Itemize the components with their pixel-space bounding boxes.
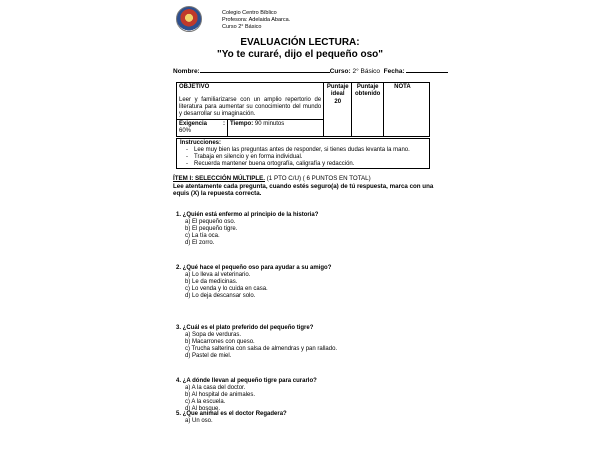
- school-header: [222, 10, 290, 31]
- question-3: [176, 325, 337, 360]
- answer-option[interactable]: a) Lo lleva al veterinario.: [185, 271, 251, 278]
- answer-option[interactable]: c) Lo venda y lo cuida en casa.: [185, 285, 268, 292]
- question-text: 1. ¿Quién está enfermo al principio de la historia?: [176, 212, 319, 218]
- course-label: Curso:: [329, 68, 351, 75]
- requirement-value: 60%: [179, 128, 192, 134]
- answer-option[interactable]: d) Lo deja descansar solo.: [185, 292, 256, 299]
- answer-option[interactable]: d) Al bosque.: [185, 405, 221, 412]
- section-points: (1 PTO C/U) ( 6 PUNTOS EN TOTAL): [265, 175, 371, 182]
- requirement-colon: :: [223, 121, 225, 127]
- instructions-label: Instrucciones:: [180, 140, 222, 146]
- answer-option[interactable]: c) La tía oca.: [185, 232, 220, 239]
- date-line[interactable]: [406, 66, 448, 73]
- time-cell: [228, 120, 286, 136]
- requirement-cell: [177, 120, 228, 136]
- instruction-item: - Trabaja en silencio y en forma individual.: [194, 154, 426, 161]
- teacher-name: Profesora: Adelaida Abarca.: [222, 17, 291, 23]
- name-label: Nombre:: [173, 68, 200, 75]
- student-fields: [173, 66, 448, 75]
- question-text: 3. ¿Cuál es el plato preferido del pequeño tigre?: [176, 325, 314, 331]
- section-item-1: [173, 175, 438, 198]
- answer-option[interactable]: c) Trucha salterina con salsa de almendras y pan rallado.: [185, 345, 338, 352]
- answer-option[interactable]: d) El zorro.: [185, 239, 215, 246]
- answer-option[interactable]: a) A la casa del doctor.: [185, 384, 246, 391]
- school-logo: [176, 6, 202, 32]
- answer-option[interactable]: c) A la escuela.: [185, 398, 226, 405]
- question-1: [176, 212, 318, 247]
- date-label: Fecha:: [383, 68, 405, 75]
- grade-label: NOTA: [394, 84, 411, 90]
- question-text: 4. ¿A dónde llevan al pequeño tigre para curarlo?: [176, 378, 317, 384]
- question-4: [176, 378, 317, 413]
- instruction-item: - Lee muy bien las preguntas antes de responder, si tienes dudas levanta la mano.: [194, 147, 426, 154]
- answer-option[interactable]: b) El pequeño tigre.: [185, 225, 238, 232]
- time-value: 90 minutos: [253, 121, 285, 127]
- question-5: [176, 411, 287, 425]
- answer-option[interactable]: a) El pequeño oso.: [185, 218, 236, 225]
- question-text: 5. ¿Que animal es el doctor Regadera?: [176, 411, 287, 417]
- page-subtitle: "Yo te curaré, dijo el pequeño oso": [217, 49, 383, 60]
- question-2: [176, 265, 331, 300]
- instructions-list: [180, 147, 426, 168]
- section-title: ÍTEM I: SELECCIÓN MÚLTIPLE.: [173, 175, 266, 182]
- objective-label: OBJETIVO: [179, 84, 210, 90]
- instruction-item: - Recuerda mantener buena ortografía, caligrafía y redacción.: [194, 161, 426, 168]
- objective-table: [176, 82, 430, 137]
- answer-option[interactable]: b) Le da medicinas.: [185, 278, 238, 285]
- ideal-score-label: Puntaje ideal: [326, 84, 349, 97]
- obtained-score-label: Puntaje obtenido: [355, 84, 381, 97]
- ideal-score-value: 20: [334, 99, 342, 105]
- answer-option[interactable]: b) Al hospital de animales.: [185, 391, 256, 398]
- page-title: EVALUACIÓN LECTURA:: [240, 37, 360, 48]
- name-line[interactable]: [200, 66, 330, 73]
- school-name: Colegio Centro Bíblico: [222, 10, 277, 16]
- requirement-label: Exigencia: [179, 121, 208, 127]
- objective-text: Leer y familiarizarse con un amplio repertorio de literatura para aumentar su conocimiento del mundo y desarrollar su imaginación.: [179, 97, 322, 117]
- answer-option[interactable]: b) Macarrones con queso.: [185, 338, 255, 345]
- course-value: 2° Básico: [350, 68, 381, 75]
- question-text: 2. ¿Qué hace el pequeño oso para ayudar a su amigo?: [176, 265, 332, 271]
- answer-option[interactable]: a) Un oso.: [185, 417, 213, 424]
- instructions-box: [176, 138, 430, 169]
- answer-option[interactable]: a) Sopa de verduras.: [185, 331, 242, 338]
- time-label: Tiempo:: [230, 121, 254, 127]
- course-name: Curso 2° Básico: [222, 24, 262, 30]
- section-instruction: Lee atentamente cada pregunta, cuando estés seguro(a) de tú respuesta, marca con una equis (X) la repuesta correcta.: [173, 182, 434, 197]
- answer-option[interactable]: d) Pastel de miel.: [185, 352, 232, 359]
